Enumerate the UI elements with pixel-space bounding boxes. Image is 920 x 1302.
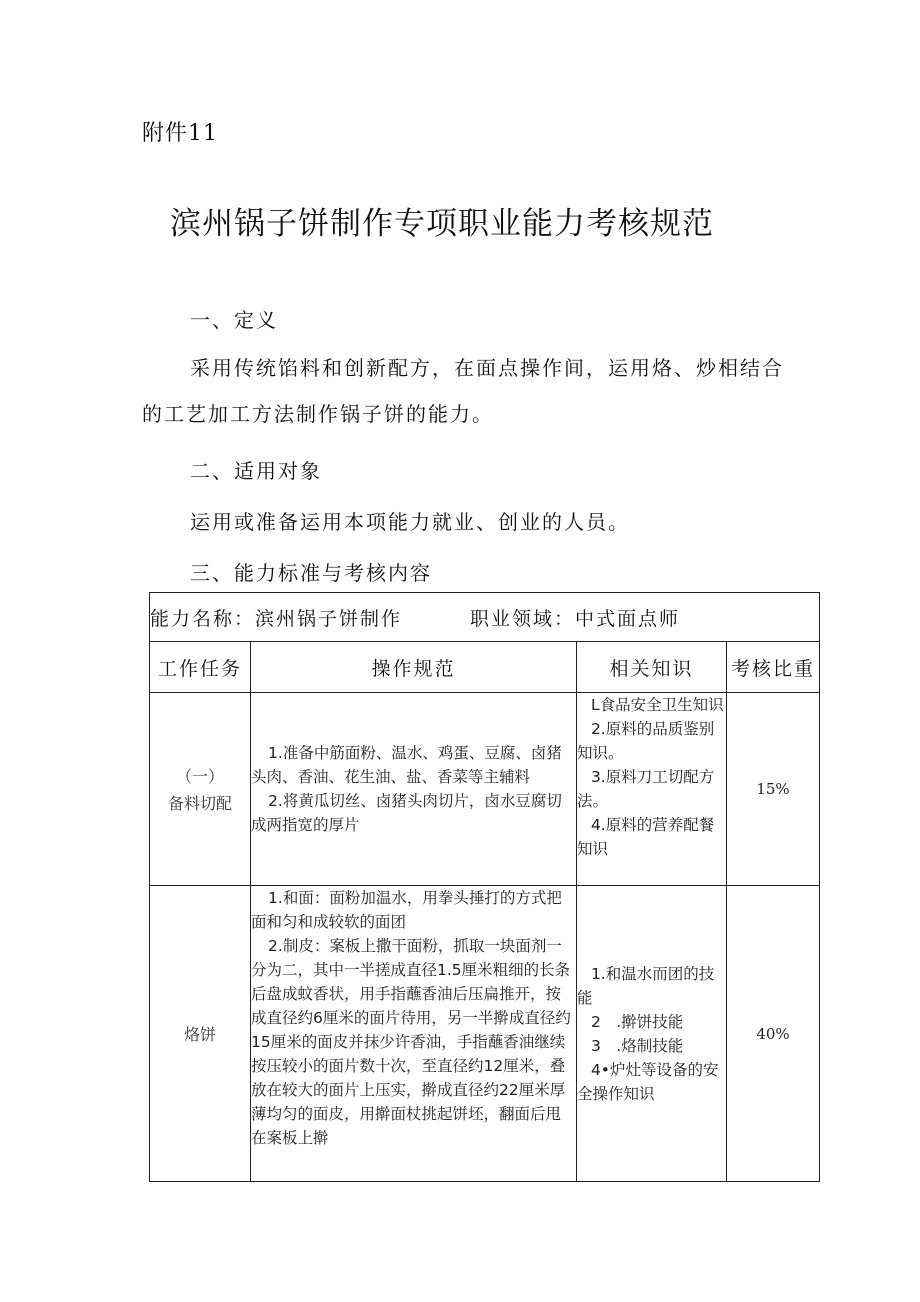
operation-step: 2.将黄瓜切丝、卤猪头肉切片，卤水豆腐切成两指宽的厚片 xyxy=(251,792,562,834)
target-text: 运用或准备运用本项能力就业、创业的人员。 xyxy=(190,510,630,534)
task-name: 烙饼 xyxy=(183,1025,216,1044)
attachment-label: 附件11 xyxy=(142,121,218,146)
ability-name: 能力名称：滨州锅子饼制作 xyxy=(150,607,403,630)
knowledge-item: 4•炉灶等设备的安全操作知识 xyxy=(577,1060,719,1103)
ratio-cell: 15% xyxy=(727,693,820,886)
knowledge-item: 4.原料的营养配餐知识 xyxy=(577,816,715,858)
header-task: 工作任务 xyxy=(150,642,251,693)
header-knowledge: 相关知识 xyxy=(577,642,727,693)
operation-cell xyxy=(251,693,577,886)
ability-standard-table xyxy=(149,592,820,1182)
knowledge-item: 3 .烙制技能 xyxy=(590,1036,684,1055)
task-cell xyxy=(150,693,251,886)
ratio-cell: 40% xyxy=(727,886,820,1182)
knowledge-cell xyxy=(577,693,727,886)
task-number: （一） xyxy=(175,767,224,786)
knowledge-item: 2 .擀饼技能 xyxy=(590,1012,684,1031)
section-heading-target: 二、适用对象 xyxy=(190,459,322,483)
table-row xyxy=(150,886,820,1182)
knowledge-item: 1.和温水而团的技能 xyxy=(577,964,715,1007)
task-name: 备料切配 xyxy=(167,794,232,813)
definition-text-line2: 的工艺加工方法制作锅子饼的能力。 xyxy=(142,402,494,426)
header-operation: 操作规范 xyxy=(251,642,577,693)
section-heading-standard: 三、能力标准与考核内容 xyxy=(190,561,432,585)
operation-step: 1.准备中筋面粉、温水、鸡蛋、豆腐、卤猪头肉、香油、花生油、盐、香菜等主辅料 xyxy=(251,744,562,786)
section-heading-definition: 一、定义 xyxy=(190,308,278,332)
ability-name-row xyxy=(150,593,820,642)
operation-step: 2.制皮：案板上撒干面粉，抓取一块面剂一分为二，其中一半搓成直径1.5厘米粗细的长条后盘成蚊香状，用手指蘸香油后压扁推开，按成直径约6厘米的面片待用，另一半擀成直径约15厘米的面皮并抹少许香油，手指蘸香油继续按压较小的面片数十次，至直径约12厘米，叠放在较大的面片上压实，擀成直径约22厘米厚薄均匀的面皮，用擀面杖挑起饼坯，翻面后甩在案板上擀 xyxy=(251,937,571,1147)
knowledge-item: 3.原料刀工切配方法。 xyxy=(577,768,715,810)
page-title: 滨州锅子饼制作专项职业能力考核规范 xyxy=(170,206,714,242)
operation-step: 1.和面：面粉加温水，用拳头捶打的方式把面和匀和成较软的面团 xyxy=(251,889,562,931)
header-ratio: 考核比重 xyxy=(727,642,820,693)
operation-cell xyxy=(251,886,577,1182)
task-cell xyxy=(150,886,251,1182)
definition-text-line1: 采用传统馅料和创新配方，在面点操作间，运用烙、炒相结合 xyxy=(190,356,784,380)
knowledge-item: 2.原料的品质鉴别知识。 xyxy=(577,720,715,762)
knowledge-item: L食品安全卫生知识 xyxy=(590,696,724,714)
table-row xyxy=(150,693,820,886)
occupation-field: 职业领域：中式面点师 xyxy=(470,607,681,630)
knowledge-cell xyxy=(577,886,727,1182)
